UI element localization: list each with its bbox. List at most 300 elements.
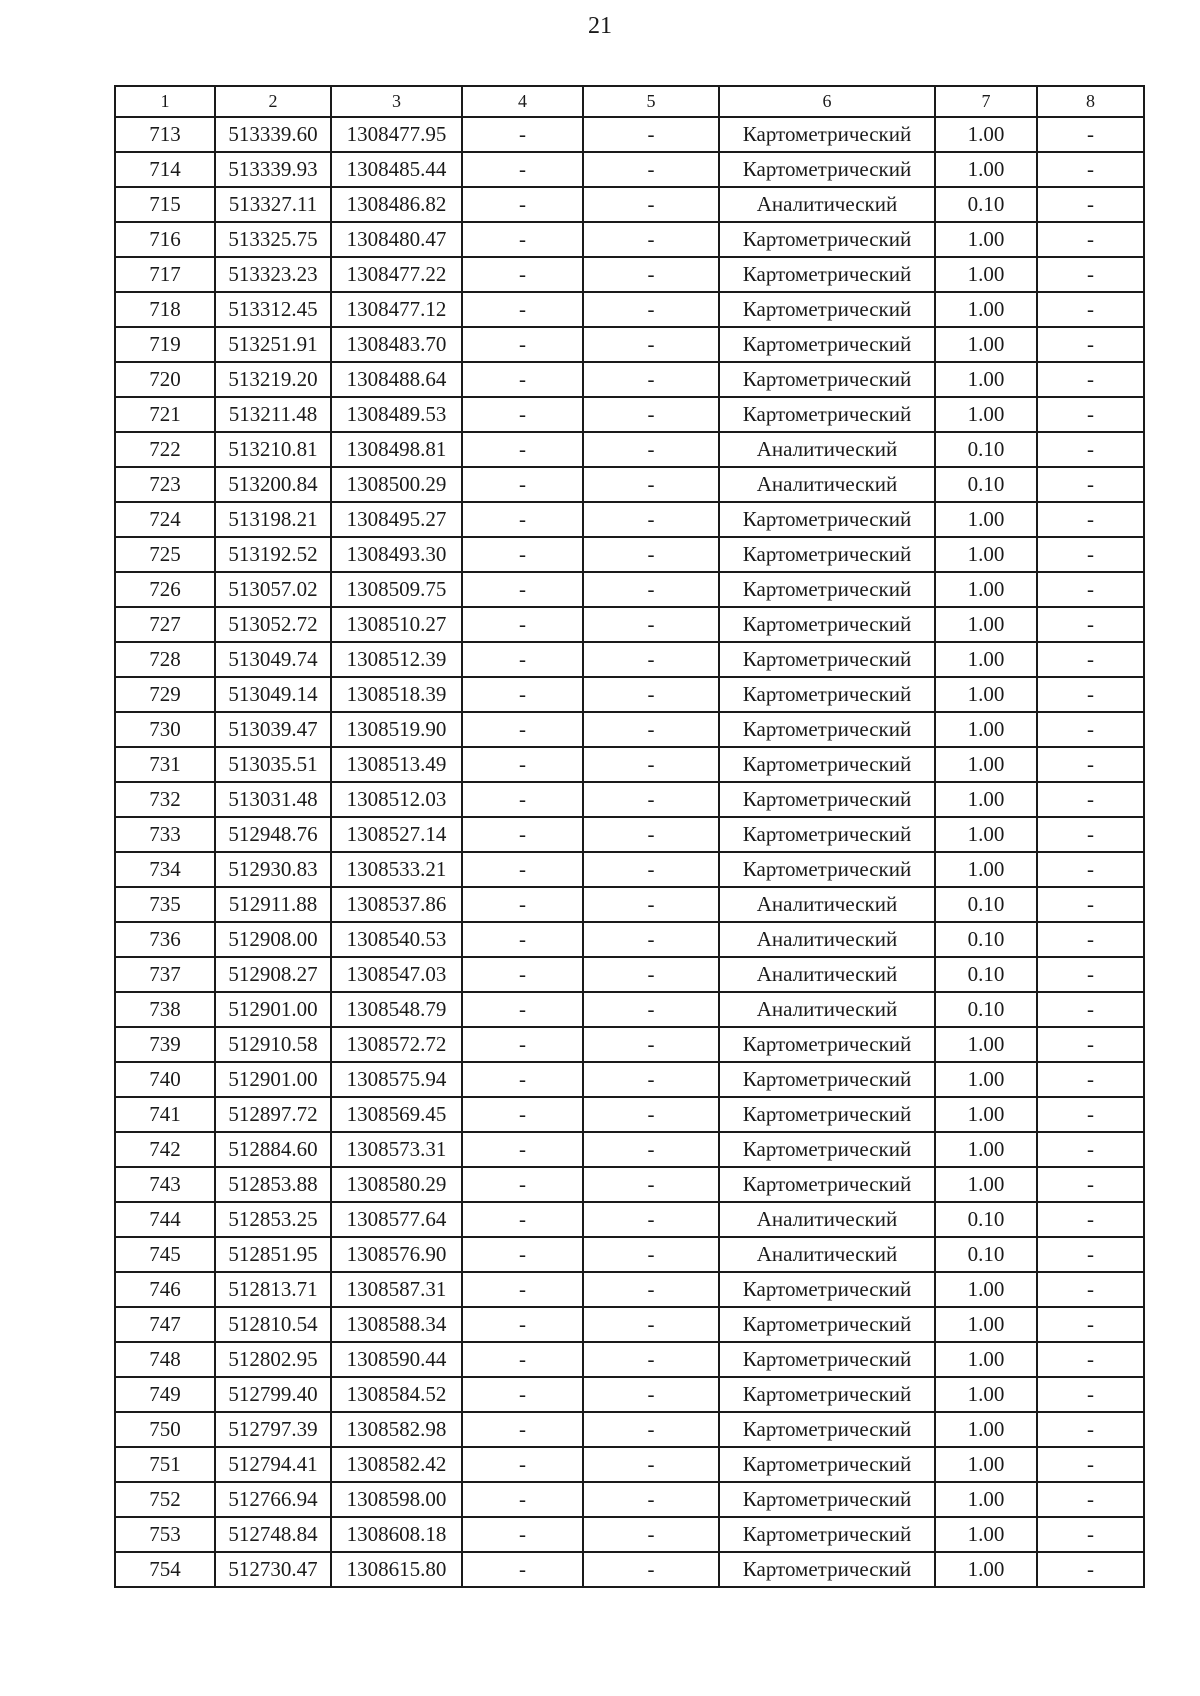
column-8-cell: - bbox=[1037, 1237, 1144, 1272]
method-cell: Аналитический bbox=[719, 922, 935, 957]
method-cell: Картометрический bbox=[719, 782, 935, 817]
column-5-cell: - bbox=[583, 887, 719, 922]
x-coordinate-cell: 513039.47 bbox=[215, 712, 331, 747]
point-number-cell: 750 bbox=[115, 1412, 215, 1447]
point-number-cell: 713 bbox=[115, 117, 215, 152]
column-5-cell: - bbox=[583, 852, 719, 887]
column-8-cell: - bbox=[1037, 992, 1144, 1027]
point-number-cell: 729 bbox=[115, 677, 215, 712]
column-8-cell: - bbox=[1037, 327, 1144, 362]
y-coordinate-cell: 1308485.44 bbox=[331, 152, 462, 187]
column-8-cell: - bbox=[1037, 922, 1144, 957]
x-coordinate-cell: 512730.47 bbox=[215, 1552, 331, 1587]
column-4-cell: - bbox=[462, 502, 583, 537]
column-4-cell: - bbox=[462, 222, 583, 257]
x-coordinate-cell: 512910.58 bbox=[215, 1027, 331, 1062]
x-coordinate-cell: 513049.14 bbox=[215, 677, 331, 712]
column-8-cell: - bbox=[1037, 117, 1144, 152]
method-cell: Картометрический bbox=[719, 817, 935, 852]
column-8-cell: - bbox=[1037, 1447, 1144, 1482]
column-4-cell: - bbox=[462, 607, 583, 642]
table-row bbox=[115, 1342, 1144, 1377]
table-row bbox=[115, 1132, 1144, 1167]
table-row bbox=[115, 922, 1144, 957]
x-coordinate-cell: 512853.25 bbox=[215, 1202, 331, 1237]
accuracy-cell: 1.00 bbox=[935, 1482, 1037, 1517]
column-8-cell: - bbox=[1037, 747, 1144, 782]
x-coordinate-cell: 512908.00 bbox=[215, 922, 331, 957]
method-cell: Аналитический bbox=[719, 432, 935, 467]
accuracy-cell: 0.10 bbox=[935, 957, 1037, 992]
method-cell: Картометрический bbox=[719, 1342, 935, 1377]
column-4-cell: - bbox=[462, 1062, 583, 1097]
y-coordinate-cell: 1308575.94 bbox=[331, 1062, 462, 1097]
column-header: 6 bbox=[719, 86, 935, 117]
page-number: 21 bbox=[588, 13, 612, 39]
y-coordinate-cell: 1308500.29 bbox=[331, 467, 462, 502]
table-row bbox=[115, 712, 1144, 747]
y-coordinate-cell: 1308615.80 bbox=[331, 1552, 462, 1587]
column-4-cell: - bbox=[462, 362, 583, 397]
table-row bbox=[115, 1482, 1144, 1517]
point-number-cell: 727 bbox=[115, 607, 215, 642]
method-cell: Картометрический bbox=[719, 1097, 935, 1132]
point-number-cell: 754 bbox=[115, 1552, 215, 1587]
method-cell: Картометрический bbox=[719, 572, 935, 607]
point-number-cell: 724 bbox=[115, 502, 215, 537]
point-number-cell: 749 bbox=[115, 1377, 215, 1412]
column-4-cell: - bbox=[462, 712, 583, 747]
x-coordinate-cell: 512897.72 bbox=[215, 1097, 331, 1132]
y-coordinate-cell: 1308495.27 bbox=[331, 502, 462, 537]
column-4-cell: - bbox=[462, 1167, 583, 1202]
column-8-cell: - bbox=[1037, 1517, 1144, 1552]
method-cell: Картометрический bbox=[719, 1167, 935, 1202]
column-8-cell: - bbox=[1037, 537, 1144, 572]
table-row bbox=[115, 117, 1144, 152]
x-coordinate-cell: 513035.51 bbox=[215, 747, 331, 782]
column-header: 5 bbox=[583, 86, 719, 117]
column-8-cell: - bbox=[1037, 712, 1144, 747]
column-8-cell: - bbox=[1037, 782, 1144, 817]
method-cell: Аналитический bbox=[719, 887, 935, 922]
column-5-cell: - bbox=[583, 782, 719, 817]
y-coordinate-cell: 1308582.98 bbox=[331, 1412, 462, 1447]
column-8-cell: - bbox=[1037, 1062, 1144, 1097]
column-4-cell: - bbox=[462, 747, 583, 782]
column-8-cell: - bbox=[1037, 572, 1144, 607]
point-number-cell: 736 bbox=[115, 922, 215, 957]
accuracy-cell: 1.00 bbox=[935, 1517, 1037, 1552]
method-cell: Аналитический bbox=[719, 957, 935, 992]
method-cell: Картометрический bbox=[719, 1307, 935, 1342]
column-4-cell: - bbox=[462, 642, 583, 677]
y-coordinate-cell: 1308489.53 bbox=[331, 397, 462, 432]
accuracy-cell: 1.00 bbox=[935, 1027, 1037, 1062]
method-cell: Картометрический bbox=[719, 397, 935, 432]
x-coordinate-cell: 512930.83 bbox=[215, 852, 331, 887]
column-5-cell: - bbox=[583, 467, 719, 502]
table-row bbox=[115, 1237, 1144, 1272]
x-coordinate-cell: 512799.40 bbox=[215, 1377, 331, 1412]
point-number-cell: 721 bbox=[115, 397, 215, 432]
y-coordinate-cell: 1308512.39 bbox=[331, 642, 462, 677]
column-8-cell: - bbox=[1037, 467, 1144, 502]
y-coordinate-cell: 1308598.00 bbox=[331, 1482, 462, 1517]
x-coordinate-cell: 512948.76 bbox=[215, 817, 331, 852]
table-row bbox=[115, 1062, 1144, 1097]
column-4-cell: - bbox=[462, 572, 583, 607]
column-8-cell: - bbox=[1037, 1482, 1144, 1517]
y-coordinate-cell: 1308582.42 bbox=[331, 1447, 462, 1482]
y-coordinate-cell: 1308480.47 bbox=[331, 222, 462, 257]
point-number-cell: 726 bbox=[115, 572, 215, 607]
method-cell: Картометрический bbox=[719, 1552, 935, 1587]
y-coordinate-cell: 1308493.30 bbox=[331, 537, 462, 572]
column-5-cell: - bbox=[583, 1272, 719, 1307]
column-4-cell: - bbox=[462, 1237, 583, 1272]
method-cell: Картометрический bbox=[719, 677, 935, 712]
method-cell: Картометрический bbox=[719, 1482, 935, 1517]
table-row bbox=[115, 747, 1144, 782]
column-4-cell: - bbox=[462, 152, 583, 187]
column-header: 3 bbox=[331, 86, 462, 117]
y-coordinate-cell: 1308498.81 bbox=[331, 432, 462, 467]
table-row bbox=[115, 1552, 1144, 1587]
table-row bbox=[115, 362, 1144, 397]
accuracy-cell: 0.10 bbox=[935, 187, 1037, 222]
column-4-cell: - bbox=[462, 1517, 583, 1552]
point-number-cell: 731 bbox=[115, 747, 215, 782]
table-row bbox=[115, 1272, 1144, 1307]
column-8-cell: - bbox=[1037, 1377, 1144, 1412]
accuracy-cell: 1.00 bbox=[935, 817, 1037, 852]
x-coordinate-cell: 513057.02 bbox=[215, 572, 331, 607]
accuracy-cell: 1.00 bbox=[935, 257, 1037, 292]
x-coordinate-cell: 512908.27 bbox=[215, 957, 331, 992]
table-row bbox=[115, 887, 1144, 922]
x-coordinate-cell: 512851.95 bbox=[215, 1237, 331, 1272]
x-coordinate-cell: 512797.39 bbox=[215, 1412, 331, 1447]
column-5-cell: - bbox=[583, 677, 719, 712]
table-row bbox=[115, 467, 1144, 502]
table-row bbox=[115, 1377, 1144, 1412]
point-number-cell: 732 bbox=[115, 782, 215, 817]
column-5-cell: - bbox=[583, 747, 719, 782]
x-coordinate-cell: 512911.88 bbox=[215, 887, 331, 922]
column-8-cell: - bbox=[1037, 642, 1144, 677]
column-8-cell: - bbox=[1037, 1027, 1144, 1062]
method-cell: Картометрический bbox=[719, 712, 935, 747]
table-row bbox=[115, 1167, 1144, 1202]
y-coordinate-cell: 1308512.03 bbox=[331, 782, 462, 817]
accuracy-cell: 0.10 bbox=[935, 922, 1037, 957]
accuracy-cell: 1.00 bbox=[935, 1097, 1037, 1132]
column-5-cell: - bbox=[583, 572, 719, 607]
column-4-cell: - bbox=[462, 1202, 583, 1237]
column-5-cell: - bbox=[583, 1307, 719, 1342]
method-cell: Картометрический bbox=[719, 537, 935, 572]
column-8-cell: - bbox=[1037, 292, 1144, 327]
x-coordinate-cell: 513339.93 bbox=[215, 152, 331, 187]
point-number-cell: 735 bbox=[115, 887, 215, 922]
accuracy-cell: 1.00 bbox=[935, 1447, 1037, 1482]
table-body bbox=[115, 117, 1144, 1587]
column-8-cell: - bbox=[1037, 852, 1144, 887]
accuracy-cell: 1.00 bbox=[935, 747, 1037, 782]
accuracy-cell: 1.00 bbox=[935, 292, 1037, 327]
table-row bbox=[115, 1447, 1144, 1482]
point-number-cell: 720 bbox=[115, 362, 215, 397]
column-8-cell: - bbox=[1037, 362, 1144, 397]
point-number-cell: 742 bbox=[115, 1132, 215, 1167]
method-cell: Аналитический bbox=[719, 1202, 935, 1237]
accuracy-cell: 0.10 bbox=[935, 887, 1037, 922]
y-coordinate-cell: 1308477.95 bbox=[331, 117, 462, 152]
point-number-cell: 753 bbox=[115, 1517, 215, 1552]
accuracy-cell: 1.00 bbox=[935, 1167, 1037, 1202]
x-coordinate-cell: 513323.23 bbox=[215, 257, 331, 292]
accuracy-cell: 1.00 bbox=[935, 1062, 1037, 1097]
table-row bbox=[115, 607, 1144, 642]
column-5-cell: - bbox=[583, 642, 719, 677]
table-header-row bbox=[115, 86, 1144, 117]
x-coordinate-cell: 513192.52 bbox=[215, 537, 331, 572]
column-8-cell: - bbox=[1037, 1167, 1144, 1202]
method-cell: Картометрический bbox=[719, 1447, 935, 1482]
method-cell: Картометрический bbox=[719, 747, 935, 782]
column-5-cell: - bbox=[583, 222, 719, 257]
x-coordinate-cell: 513325.75 bbox=[215, 222, 331, 257]
y-coordinate-cell: 1308519.90 bbox=[331, 712, 462, 747]
y-coordinate-cell: 1308580.29 bbox=[331, 1167, 462, 1202]
point-number-cell: 738 bbox=[115, 992, 215, 1027]
column-5-cell: - bbox=[583, 1132, 719, 1167]
method-cell: Картометрический bbox=[719, 222, 935, 257]
column-5-cell: - bbox=[583, 502, 719, 537]
column-5-cell: - bbox=[583, 397, 719, 432]
column-header: 1 bbox=[115, 86, 215, 117]
table-row bbox=[115, 677, 1144, 712]
y-coordinate-cell: 1308477.22 bbox=[331, 257, 462, 292]
accuracy-cell: 1.00 bbox=[935, 327, 1037, 362]
column-5-cell: - bbox=[583, 712, 719, 747]
accuracy-cell: 1.00 bbox=[935, 572, 1037, 607]
y-coordinate-cell: 1308576.90 bbox=[331, 1237, 462, 1272]
accuracy-cell: 0.10 bbox=[935, 432, 1037, 467]
table-row bbox=[115, 1202, 1144, 1237]
x-coordinate-cell: 513210.81 bbox=[215, 432, 331, 467]
point-number-cell: 715 bbox=[115, 187, 215, 222]
accuracy-cell: 1.00 bbox=[935, 677, 1037, 712]
point-number-cell: 725 bbox=[115, 537, 215, 572]
column-4-cell: - bbox=[462, 1272, 583, 1307]
accuracy-cell: 1.00 bbox=[935, 152, 1037, 187]
point-number-cell: 734 bbox=[115, 852, 215, 887]
column-8-cell: - bbox=[1037, 397, 1144, 432]
column-5-cell: - bbox=[583, 152, 719, 187]
point-number-cell: 751 bbox=[115, 1447, 215, 1482]
column-4-cell: - bbox=[462, 432, 583, 467]
column-5-cell: - bbox=[583, 1237, 719, 1272]
table-row bbox=[115, 432, 1144, 467]
column-8-cell: - bbox=[1037, 1307, 1144, 1342]
x-coordinate-cell: 513031.48 bbox=[215, 782, 331, 817]
accuracy-cell: 1.00 bbox=[935, 852, 1037, 887]
y-coordinate-cell: 1308483.70 bbox=[331, 327, 462, 362]
column-4-cell: - bbox=[462, 852, 583, 887]
column-8-cell: - bbox=[1037, 187, 1144, 222]
column-5-cell: - bbox=[583, 292, 719, 327]
x-coordinate-cell: 513211.48 bbox=[215, 397, 331, 432]
y-coordinate-cell: 1308486.82 bbox=[331, 187, 462, 222]
column-5-cell: - bbox=[583, 817, 719, 852]
column-5-cell: - bbox=[583, 1167, 719, 1202]
column-8-cell: - bbox=[1037, 1132, 1144, 1167]
table-row bbox=[115, 502, 1144, 537]
column-8-cell: - bbox=[1037, 607, 1144, 642]
column-5-cell: - bbox=[583, 117, 719, 152]
point-number-cell: 748 bbox=[115, 1342, 215, 1377]
column-4-cell: - bbox=[462, 187, 583, 222]
column-8-cell: - bbox=[1037, 677, 1144, 712]
column-5-cell: - bbox=[583, 537, 719, 572]
method-cell: Аналитический bbox=[719, 187, 935, 222]
column-5-cell: - bbox=[583, 1552, 719, 1587]
table-row bbox=[115, 782, 1144, 817]
column-5-cell: - bbox=[583, 607, 719, 642]
coordinates-table bbox=[114, 85, 1145, 1588]
point-number-cell: 733 bbox=[115, 817, 215, 852]
point-number-cell: 745 bbox=[115, 1237, 215, 1272]
column-5-cell: - bbox=[583, 1342, 719, 1377]
x-coordinate-cell: 512853.88 bbox=[215, 1167, 331, 1202]
x-coordinate-cell: 513052.72 bbox=[215, 607, 331, 642]
table-row bbox=[115, 327, 1144, 362]
column-4-cell: - bbox=[462, 922, 583, 957]
column-4-cell: - bbox=[462, 1027, 583, 1062]
point-number-cell: 744 bbox=[115, 1202, 215, 1237]
column-5-cell: - bbox=[583, 432, 719, 467]
column-4-cell: - bbox=[462, 117, 583, 152]
column-8-cell: - bbox=[1037, 817, 1144, 852]
column-4-cell: - bbox=[462, 537, 583, 572]
y-coordinate-cell: 1308527.14 bbox=[331, 817, 462, 852]
accuracy-cell: 0.10 bbox=[935, 1237, 1037, 1272]
x-coordinate-cell: 513200.84 bbox=[215, 467, 331, 502]
table-row bbox=[115, 817, 1144, 852]
y-coordinate-cell: 1308588.34 bbox=[331, 1307, 462, 1342]
table-row bbox=[115, 257, 1144, 292]
point-number-cell: 730 bbox=[115, 712, 215, 747]
point-number-cell: 747 bbox=[115, 1307, 215, 1342]
point-number-cell: 718 bbox=[115, 292, 215, 327]
column-5-cell: - bbox=[583, 257, 719, 292]
y-coordinate-cell: 1308590.44 bbox=[331, 1342, 462, 1377]
column-5-cell: - bbox=[583, 327, 719, 362]
point-number-cell: 737 bbox=[115, 957, 215, 992]
column-5-cell: - bbox=[583, 922, 719, 957]
accuracy-cell: 1.00 bbox=[935, 1412, 1037, 1447]
y-coordinate-cell: 1308510.27 bbox=[331, 607, 462, 642]
x-coordinate-cell: 513198.21 bbox=[215, 502, 331, 537]
point-number-cell: 740 bbox=[115, 1062, 215, 1097]
method-cell: Аналитический bbox=[719, 992, 935, 1027]
column-4-cell: - bbox=[462, 782, 583, 817]
point-number-cell: 728 bbox=[115, 642, 215, 677]
point-number-cell: 741 bbox=[115, 1097, 215, 1132]
method-cell: Картометрический bbox=[719, 292, 935, 327]
accuracy-cell: 0.10 bbox=[935, 992, 1037, 1027]
accuracy-cell: 1.00 bbox=[935, 1307, 1037, 1342]
y-coordinate-cell: 1308513.49 bbox=[331, 747, 462, 782]
y-coordinate-cell: 1308547.03 bbox=[331, 957, 462, 992]
x-coordinate-cell: 512794.41 bbox=[215, 1447, 331, 1482]
table-row bbox=[115, 1027, 1144, 1062]
column-4-cell: - bbox=[462, 817, 583, 852]
table-row bbox=[115, 1307, 1144, 1342]
column-5-cell: - bbox=[583, 1027, 719, 1062]
x-coordinate-cell: 512802.95 bbox=[215, 1342, 331, 1377]
point-number-cell: 723 bbox=[115, 467, 215, 502]
method-cell: Картометрический bbox=[719, 852, 935, 887]
x-coordinate-cell: 512901.00 bbox=[215, 1062, 331, 1097]
column-4-cell: - bbox=[462, 992, 583, 1027]
x-coordinate-cell: 513339.60 bbox=[215, 117, 331, 152]
column-4-cell: - bbox=[462, 677, 583, 712]
table-row bbox=[115, 852, 1144, 887]
x-coordinate-cell: 512810.54 bbox=[215, 1307, 331, 1342]
column-8-cell: - bbox=[1037, 1097, 1144, 1132]
x-coordinate-cell: 512901.00 bbox=[215, 992, 331, 1027]
method-cell: Картометрический bbox=[719, 1517, 935, 1552]
column-4-cell: - bbox=[462, 397, 583, 432]
y-coordinate-cell: 1308518.39 bbox=[331, 677, 462, 712]
column-5-cell: - bbox=[583, 1482, 719, 1517]
column-8-cell: - bbox=[1037, 432, 1144, 467]
column-8-cell: - bbox=[1037, 887, 1144, 922]
column-8-cell: - bbox=[1037, 1552, 1144, 1587]
column-5-cell: - bbox=[583, 1377, 719, 1412]
point-number-cell: 719 bbox=[115, 327, 215, 362]
column-4-cell: - bbox=[462, 1307, 583, 1342]
x-coordinate-cell: 512884.60 bbox=[215, 1132, 331, 1167]
y-coordinate-cell: 1308488.64 bbox=[331, 362, 462, 397]
column-5-cell: - bbox=[583, 1412, 719, 1447]
y-coordinate-cell: 1308509.75 bbox=[331, 572, 462, 607]
method-cell: Картометрический bbox=[719, 1132, 935, 1167]
table-row bbox=[115, 187, 1144, 222]
accuracy-cell: 1.00 bbox=[935, 397, 1037, 432]
column-8-cell: - bbox=[1037, 152, 1144, 187]
x-coordinate-cell: 512766.94 bbox=[215, 1482, 331, 1517]
y-coordinate-cell: 1308540.53 bbox=[331, 922, 462, 957]
x-coordinate-cell: 512748.84 bbox=[215, 1517, 331, 1552]
column-8-cell: - bbox=[1037, 1412, 1144, 1447]
table-row bbox=[115, 572, 1144, 607]
y-coordinate-cell: 1308569.45 bbox=[331, 1097, 462, 1132]
point-number-cell: 717 bbox=[115, 257, 215, 292]
column-4-cell: - bbox=[462, 1552, 583, 1587]
table-row bbox=[115, 1412, 1144, 1447]
table-row bbox=[115, 222, 1144, 257]
y-coordinate-cell: 1308537.86 bbox=[331, 887, 462, 922]
accuracy-cell: 0.10 bbox=[935, 467, 1037, 502]
table-row bbox=[115, 1097, 1144, 1132]
method-cell: Картометрический bbox=[719, 1027, 935, 1062]
column-4-cell: - bbox=[462, 1482, 583, 1517]
column-4-cell: - bbox=[462, 1412, 583, 1447]
